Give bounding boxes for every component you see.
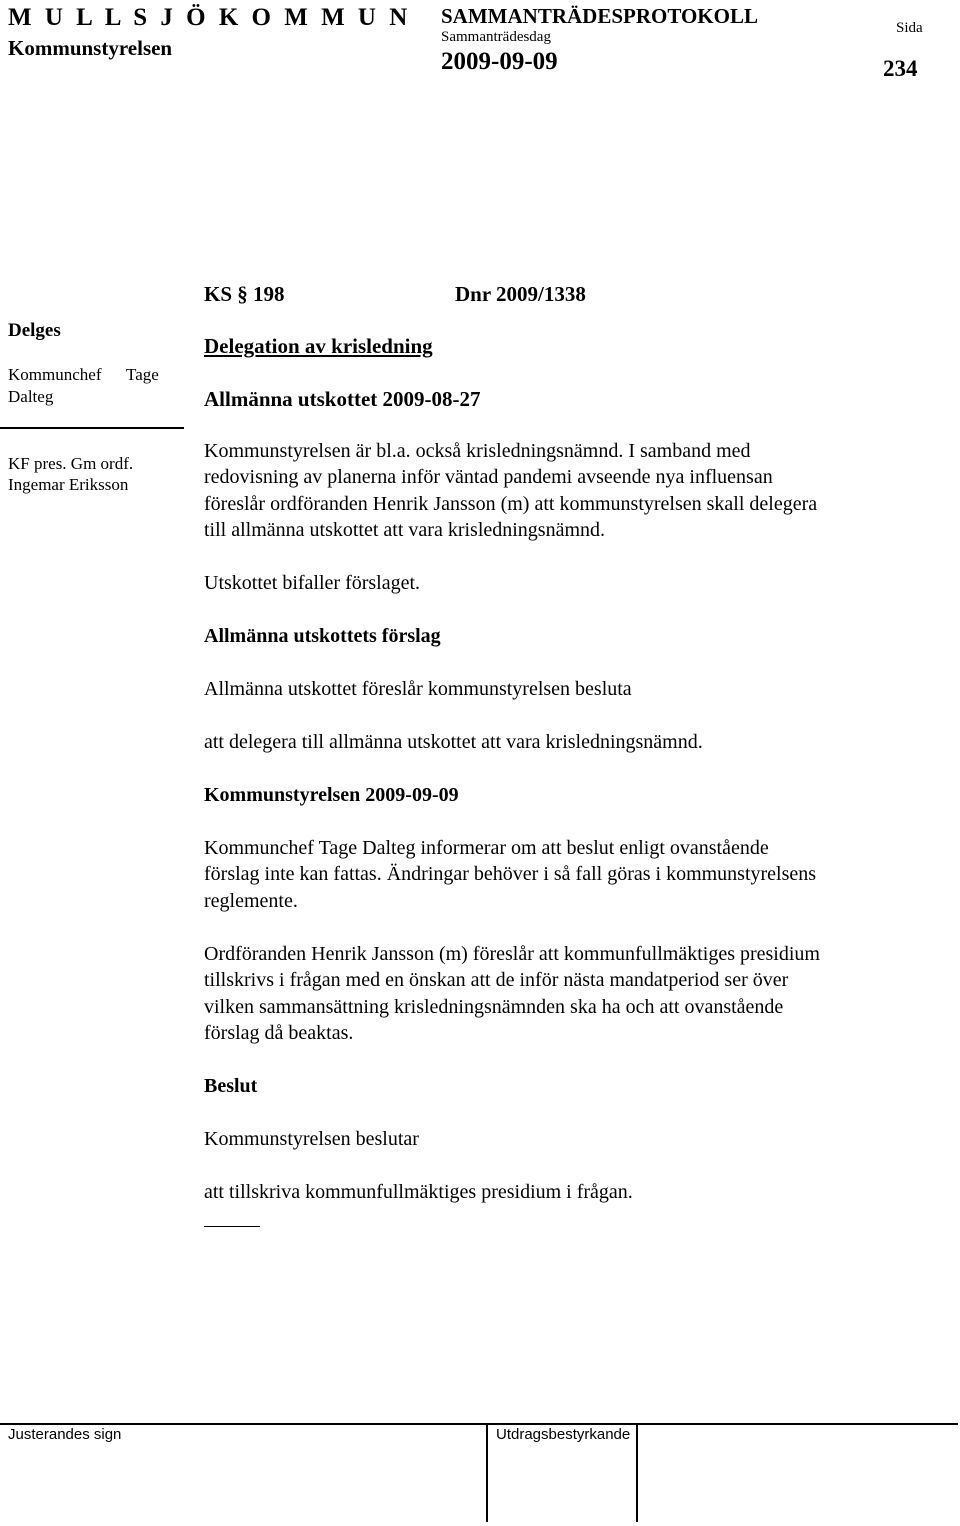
footer-rule (0, 1423, 958, 1425)
signature-label: Justerandes sign (8, 1426, 122, 1443)
paragraph-background (204, 438, 924, 544)
text-line: Kommunchef Tage Dalteg informerar om att beslut enligt ovanstående (204, 837, 769, 859)
heading-committee-proposal: Allmänna utskottets förslag (204, 625, 441, 647)
diary-number: Dnr 2009/1338 (455, 282, 586, 306)
text-line: Kommunstyrelsen är bl.a. också krisledningsnämnd. I samband med (204, 440, 751, 462)
paragraph-proposal-intro: Allmänna utskottet föreslår kommunstyrelsen besluta (204, 678, 632, 700)
page-number: 234 (883, 56, 918, 81)
text-line: till allmänna utskottet att vara krisledningsnämnd. (204, 519, 606, 542)
document-type: SAMMANTRÄDESPROTOKOLL (441, 4, 758, 28)
case-title: Delegation av krisledning (204, 334, 433, 358)
recipient-2-title: KF pres. Gm ordf. (8, 454, 134, 473)
distribution-heading: Delges (8, 320, 61, 341)
distribution-divider (0, 427, 184, 429)
paragraph-proposal-att: att delegera till allmänna utskottet att vara krisledningsnämnd. (204, 731, 703, 753)
paragraph-decision-att: att tillskriva kommunfullmäktiges presidium i frågan. (204, 1181, 633, 1203)
page-label: Sida (896, 20, 923, 36)
paragraph-committee-approval: Utskottet bifaller förslaget. (204, 572, 421, 594)
text-line: tillskrivs i frågan med en önskan att de inför nästa mandatperiod ser över (204, 969, 789, 992)
board-name: Kommunstyrelsen (8, 36, 173, 60)
recipient-1-firstname: Tage (126, 365, 159, 384)
text-line: vilken sammansättning krisledningsnämnden ska ha och att ovanstående (204, 995, 784, 1018)
text-line: redovisning av planerna inför väntad pandemi avseende nya influensan (204, 466, 773, 489)
text-line: reglemente. (204, 889, 298, 912)
committee-subheading: Allmänna utskottet 2009-08-27 (204, 387, 481, 411)
extract-certification-label: Utdragsbestyrkande (496, 1426, 631, 1443)
heading-decision: Beslut (204, 1075, 258, 1097)
text-line: förslag då beaktas. (204, 1022, 354, 1045)
text-line: föreslår ordföranden Henrik Jansson (m) att kommunstyrelsen skall delegera (204, 492, 818, 515)
recipient-2-name: Ingemar Eriksson (8, 475, 129, 494)
paragraph-ceo-info (204, 835, 924, 914)
meeting-date-label: Sammanträdesdag (441, 29, 551, 45)
text-line: förslag inte kan fattas. Ändringar behöver i så fall göras i kommunstyrelsens (204, 863, 817, 886)
meeting-date: 2009-09-09 (441, 48, 558, 75)
heading-board-meeting: Kommunstyrelsen 2009-09-09 (204, 784, 459, 806)
end-of-section-rule (204, 1226, 260, 1227)
case-number: KS § 198 (204, 282, 285, 306)
municipality-name: M U L L S J Ö K O M M U N (8, 4, 411, 31)
recipient-1-surname: Dalteg (8, 387, 54, 406)
recipient-1-title: Kommunchef (8, 365, 102, 384)
text-line: Ordföranden Henrik Jansson (m) föreslår att kommunfullmäktiges presidium (204, 943, 820, 965)
paragraph-chair-proposal (204, 941, 924, 1047)
paragraph-decision-intro: Kommunstyrelsen beslutar (204, 1128, 419, 1150)
